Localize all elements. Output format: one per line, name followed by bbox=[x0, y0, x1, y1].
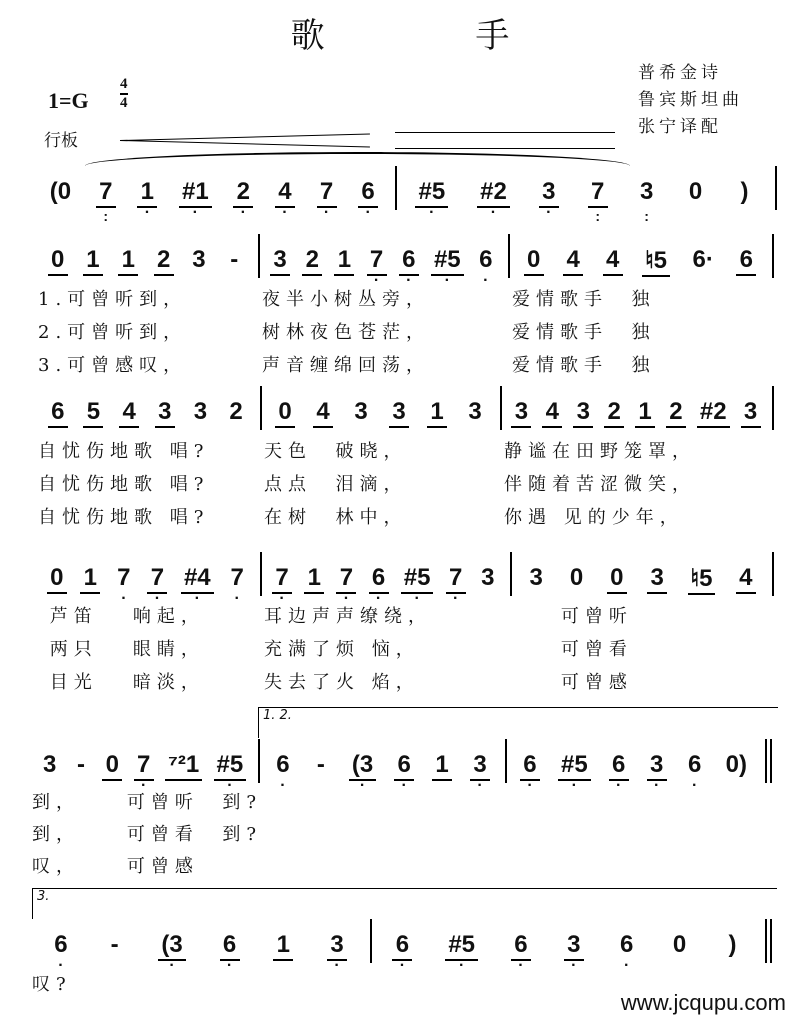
lyric-line: 叹? bbox=[32, 974, 72, 995]
note: · (3 bbox=[352, 751, 373, 779]
measure bbox=[516, 558, 766, 598]
note: · 3 bbox=[330, 931, 344, 959]
music-system bbox=[0, 172, 800, 212]
measure bbox=[376, 925, 759, 965]
lyric-line: 在树 林中， bbox=[264, 507, 408, 528]
measure bbox=[264, 745, 499, 785]
measure bbox=[506, 392, 766, 432]
note: 2 bbox=[669, 398, 683, 425]
note: 1 bbox=[121, 246, 135, 273]
bar-line bbox=[258, 234, 260, 278]
lyric-line: 天色 破晓， bbox=[264, 441, 408, 462]
note: 6· bbox=[692, 246, 714, 273]
key-signature: 1=G bbox=[48, 88, 89, 113]
note: · 7 bbox=[370, 246, 384, 274]
note: 1 bbox=[83, 564, 97, 591]
note: · 6 bbox=[276, 751, 290, 779]
bar-line bbox=[508, 234, 510, 278]
note: ⁷²1 bbox=[167, 751, 200, 778]
note: · 7 bbox=[320, 178, 334, 206]
note: 3 bbox=[392, 398, 406, 425]
note: 4 bbox=[739, 564, 753, 591]
note: · 6 bbox=[54, 931, 68, 959]
note: 0 bbox=[105, 751, 119, 778]
note: 4 bbox=[605, 246, 620, 273]
note: 3 bbox=[481, 564, 495, 591]
note: · 6 bbox=[402, 246, 416, 274]
lyric-line: 静谧在田野笼罩， bbox=[504, 441, 696, 462]
note: (0 bbox=[49, 178, 72, 205]
bar-line bbox=[260, 386, 262, 430]
note: · #4 bbox=[184, 564, 211, 592]
lyric-line: 树林夜色苍茫， bbox=[262, 322, 430, 343]
bar-line bbox=[510, 552, 512, 596]
note: 1 bbox=[337, 246, 352, 273]
measure bbox=[266, 558, 504, 598]
music-system bbox=[0, 240, 800, 280]
music-system bbox=[0, 925, 800, 965]
note: · 6 bbox=[620, 931, 634, 959]
note: · 7 bbox=[339, 564, 353, 592]
tempo-marking: 行板 bbox=[44, 131, 78, 151]
lyric-line: 2.可曾听到， bbox=[38, 322, 188, 343]
lyric-line: 芦笛 响起， bbox=[38, 606, 205, 627]
note: · 3 bbox=[567, 931, 581, 959]
note: · 4 bbox=[278, 178, 292, 206]
note: 0 bbox=[278, 398, 292, 425]
note: · 6 bbox=[395, 931, 409, 959]
note: · #5 bbox=[434, 246, 461, 274]
note: : 7 bbox=[99, 178, 113, 206]
music-system bbox=[0, 558, 800, 598]
time-signature bbox=[120, 76, 128, 112]
time-top: 4 bbox=[120, 76, 128, 92]
site-watermark: www.jcqupu.com bbox=[620, 990, 786, 1015]
note: · 6 bbox=[223, 931, 237, 959]
note: 1 bbox=[430, 398, 444, 425]
lyric-line: 爱情歌手 独 bbox=[512, 355, 656, 376]
note: 3 bbox=[192, 246, 206, 273]
lyric-line: 伴随着苦涩微笑， bbox=[504, 474, 696, 495]
note: 4 bbox=[316, 398, 330, 425]
measure bbox=[266, 392, 494, 432]
lyric-line: 充满了烦 恼， bbox=[264, 639, 420, 660]
note: 2 bbox=[305, 246, 319, 273]
note: · 6 bbox=[397, 751, 411, 779]
note: 3 bbox=[193, 398, 208, 425]
lyric-line: 到， 可曾听 到? bbox=[32, 792, 262, 813]
note: · 6 bbox=[688, 751, 702, 779]
note: 6 bbox=[51, 398, 65, 425]
note: · 7 bbox=[117, 564, 131, 592]
note: 3 bbox=[514, 398, 529, 425]
note: : 3 bbox=[640, 178, 654, 206]
measure bbox=[40, 392, 254, 432]
note: · #2 bbox=[480, 178, 507, 206]
note: · 3 bbox=[650, 751, 664, 779]
note: 0 bbox=[672, 931, 687, 958]
lyric-line: 声音缠绵回荡， bbox=[262, 355, 430, 376]
note: ♮5 bbox=[645, 246, 668, 274]
note: - bbox=[76, 751, 85, 778]
note: 2 bbox=[229, 398, 243, 425]
music-system bbox=[0, 392, 800, 432]
note: 2 bbox=[156, 246, 171, 273]
measure bbox=[511, 745, 759, 785]
slur bbox=[85, 152, 630, 166]
volta-3: 3. bbox=[32, 888, 777, 919]
bar-line bbox=[772, 552, 774, 596]
lyric-line: 可曾听 bbox=[514, 606, 633, 627]
bar-line bbox=[260, 552, 262, 596]
note: · 6 bbox=[514, 931, 528, 959]
bar-line bbox=[765, 919, 767, 963]
note: 1 bbox=[86, 246, 100, 273]
measure bbox=[264, 240, 502, 280]
note: 4 bbox=[122, 398, 136, 425]
lyric-line: 目光 暗淡， bbox=[38, 672, 205, 693]
note: : 7 bbox=[591, 178, 605, 206]
bar-line bbox=[258, 739, 260, 783]
note: - bbox=[110, 931, 119, 958]
note: 0 bbox=[688, 178, 703, 205]
crescendo-hairpin bbox=[120, 140, 370, 148]
volta-1-2: 1. 2. bbox=[258, 707, 778, 738]
note: 0 bbox=[50, 564, 64, 591]
note: · #1 bbox=[182, 178, 209, 206]
music-system bbox=[0, 745, 800, 785]
lyric-line: 耳边声声缭绕， bbox=[264, 606, 432, 627]
note: · #5 bbox=[404, 564, 431, 592]
note: · #5 bbox=[448, 931, 475, 959]
note: 0) bbox=[725, 751, 747, 778]
bar-line bbox=[370, 919, 372, 963]
lyric-line: 可曾感 bbox=[514, 672, 633, 693]
song-title: 歌 手 bbox=[290, 16, 580, 56]
lyric-line: 爱情歌手 独 bbox=[512, 322, 656, 343]
note: · 6 bbox=[612, 751, 626, 779]
lyric-line: 两只 眼睛， bbox=[38, 639, 205, 660]
note: 3 bbox=[576, 398, 590, 425]
note: · 3 bbox=[473, 751, 487, 779]
note: · #5 bbox=[418, 178, 445, 206]
note: 3 bbox=[529, 564, 543, 591]
lyric-line: 自忧伤地歌 唱? bbox=[38, 474, 210, 495]
lyric-line: 可曾看 bbox=[514, 639, 633, 660]
bar-line bbox=[395, 166, 397, 210]
note: · 1 bbox=[140, 178, 154, 206]
note: 3 bbox=[650, 564, 664, 591]
bar-line bbox=[505, 739, 507, 783]
time-bottom: 4 bbox=[120, 95, 128, 111]
note: ♮5 bbox=[690, 564, 713, 592]
lyric-line: 爱情歌手 独 bbox=[512, 289, 656, 310]
note: 1 bbox=[638, 398, 652, 425]
credit-translator: 张宁译配 bbox=[638, 117, 722, 137]
note: · 2 bbox=[236, 178, 250, 206]
crescendo-hairpin bbox=[120, 133, 370, 141]
lyric-line: 1.可曾听到， bbox=[38, 289, 188, 310]
note: · 6 bbox=[523, 751, 537, 779]
lyric-line: 叹， 可曾感 bbox=[32, 856, 199, 877]
measure bbox=[514, 240, 766, 280]
note: · 7 bbox=[230, 564, 244, 592]
lyric-line: 你遇 见的少年， bbox=[504, 507, 684, 528]
credit-lyricist: 普希金诗 bbox=[638, 63, 722, 83]
note: · 6 bbox=[361, 178, 375, 206]
note: #2 bbox=[699, 398, 727, 425]
credit-composer: 鲁宾斯坦曲 bbox=[638, 90, 743, 110]
note: 3 bbox=[42, 751, 57, 778]
note: 0 bbox=[610, 564, 624, 591]
note: 2 bbox=[607, 398, 621, 425]
credits bbox=[638, 60, 743, 141]
note: 4 bbox=[545, 398, 560, 425]
note: · (3 bbox=[161, 931, 182, 959]
measure bbox=[34, 745, 252, 785]
measure bbox=[36, 172, 389, 212]
note: - bbox=[316, 751, 325, 778]
decrescendo-hairpin bbox=[395, 132, 615, 133]
note: · 7 bbox=[137, 751, 151, 779]
note: ) bbox=[740, 178, 749, 205]
note: · 3 bbox=[542, 178, 556, 206]
note: 1 bbox=[435, 751, 449, 778]
note: - bbox=[230, 246, 239, 273]
note: · 6 bbox=[479, 246, 493, 274]
note: 3 bbox=[158, 398, 172, 425]
bar-line bbox=[775, 166, 777, 210]
lyric-line: 失去了火 焰， bbox=[264, 672, 420, 693]
note: 0 bbox=[569, 564, 584, 591]
note: 1 bbox=[276, 931, 290, 958]
note: 3 bbox=[468, 398, 482, 425]
measure bbox=[40, 240, 252, 280]
measure bbox=[34, 925, 364, 965]
lyric-line: 点点 泪滴， bbox=[264, 474, 408, 495]
measure bbox=[401, 172, 769, 212]
lyric-line: 自忧伤地歌 唱? bbox=[38, 507, 210, 528]
note: 5 bbox=[86, 398, 101, 425]
note: 6 bbox=[739, 246, 753, 273]
note: 0 bbox=[50, 246, 65, 273]
note: · #5 bbox=[217, 751, 244, 779]
note: 1 bbox=[307, 564, 321, 591]
note: 4 bbox=[566, 246, 580, 273]
bar-line bbox=[765, 739, 767, 783]
note: 0 bbox=[527, 246, 541, 273]
bar-line bbox=[772, 386, 774, 430]
lyric-line: 自忧伤地歌 唱? bbox=[38, 441, 210, 462]
bar-line bbox=[500, 386, 502, 430]
lyric-line: 夜半小树丛旁， bbox=[262, 289, 430, 310]
note: 3 bbox=[354, 398, 368, 425]
note: 3 bbox=[743, 398, 758, 425]
measure bbox=[40, 558, 254, 598]
note: 3 bbox=[273, 246, 287, 273]
note: · 6 bbox=[372, 564, 386, 592]
note: · #5 bbox=[561, 751, 588, 779]
note: · 7 bbox=[275, 564, 289, 592]
note: ) bbox=[728, 931, 737, 958]
lyric-line: 到， 可曾看 到? bbox=[32, 824, 262, 845]
decrescendo-hairpin bbox=[395, 148, 615, 149]
lyric-line: 3.可曾感叹， bbox=[38, 355, 188, 376]
bar-line bbox=[772, 234, 774, 278]
note: · 7 bbox=[150, 564, 164, 592]
note: · 7 bbox=[449, 564, 463, 592]
